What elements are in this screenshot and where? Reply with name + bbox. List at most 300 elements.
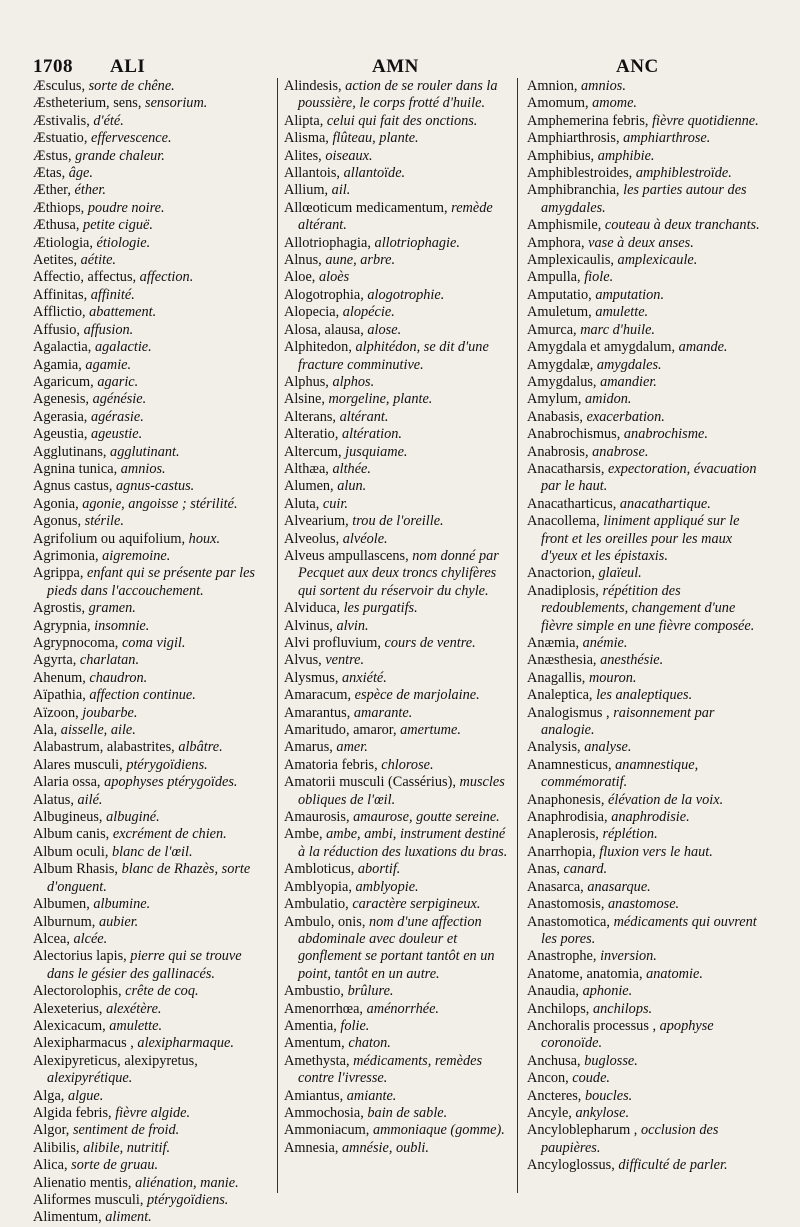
entry-headword: Alosa, alausa, bbox=[284, 321, 364, 338]
entry-definition: blanc de l'œil. bbox=[112, 843, 193, 860]
dictionary-entry bbox=[33, 496, 269, 513]
dictionary-entry bbox=[33, 374, 269, 391]
entry-definition: ail. bbox=[331, 182, 351, 199]
entry-headword: Amphibranchia, bbox=[527, 182, 620, 199]
entry-headword: Alteratio, bbox=[284, 426, 339, 443]
dictionary-entry bbox=[284, 1122, 508, 1139]
dictionary-entry bbox=[33, 1088, 269, 1105]
column-2 bbox=[284, 78, 508, 1157]
entry-definition: affusion. bbox=[83, 321, 134, 338]
dictionary-entry bbox=[284, 548, 508, 600]
entry-definition: aliénation, manie. bbox=[135, 1174, 239, 1191]
entry-definition: agglutinant. bbox=[110, 443, 180, 460]
dictionary-entry bbox=[527, 635, 767, 652]
entry-definition: alphitédon, se dit d'une fracture comminutive. bbox=[298, 339, 489, 373]
entry-headword: Altercum, bbox=[284, 443, 342, 460]
dictionary-entry bbox=[284, 739, 508, 756]
entry-headword: Album canis, bbox=[33, 826, 110, 843]
page-number: 1708 bbox=[33, 56, 73, 77]
entry-headword: Anchusa, bbox=[527, 1052, 581, 1069]
dictionary-entry bbox=[33, 1209, 269, 1226]
entry-definition: algue. bbox=[67, 1087, 104, 1104]
entry-definition: médicaments, remèdes contre l'ivresse. bbox=[298, 1052, 483, 1087]
entry-headword: Albugineus, bbox=[33, 809, 103, 826]
entry-definition: alvin. bbox=[336, 617, 369, 634]
entry-definition: remède altérant. bbox=[298, 199, 493, 234]
dictionary-entry bbox=[527, 391, 767, 408]
dictionary-entry bbox=[527, 304, 767, 321]
dictionary-entry bbox=[284, 426, 508, 443]
entry-definition: amplexicaule. bbox=[617, 252, 698, 269]
dictionary-entry bbox=[284, 861, 508, 878]
dictionary-entry bbox=[527, 1105, 767, 1122]
entry-headword: Amygdala et amygdalum, bbox=[527, 339, 676, 356]
entry-definition: gramen. bbox=[88, 600, 136, 617]
dictionary-entry bbox=[527, 235, 767, 252]
entry-definition: aloès bbox=[318, 269, 350, 286]
entry-headword: Affinitas, bbox=[33, 286, 88, 303]
dictionary-entry bbox=[527, 652, 767, 669]
dictionary-entry bbox=[284, 809, 508, 826]
entry-headword: Alabastrum, alabastrites, bbox=[33, 739, 175, 756]
entry-definition: anastomose. bbox=[608, 896, 680, 913]
dictionary-entry bbox=[33, 217, 269, 234]
entry-headword: Amaracum, bbox=[284, 687, 352, 704]
dictionary-entry bbox=[284, 200, 508, 235]
dictionary-entry bbox=[527, 844, 767, 861]
entry-definition: joubarbe. bbox=[82, 704, 138, 721]
entry-headword: Albumen, bbox=[33, 896, 90, 913]
dictionary-entry bbox=[284, 165, 508, 182]
entry-definition: amulette. bbox=[595, 304, 649, 321]
entry-headword: Alterans, bbox=[284, 408, 337, 425]
entry-headword: Ammoniacum, bbox=[284, 1122, 370, 1139]
dictionary-entry bbox=[33, 409, 269, 426]
entry-definition: aigremoine. bbox=[102, 547, 171, 564]
entry-headword: Aïzoon, bbox=[33, 704, 79, 721]
dictionary-entry bbox=[284, 252, 508, 269]
dictionary-entry bbox=[33, 357, 269, 374]
dictionary-entry bbox=[284, 896, 508, 913]
entry-headword: Alica, bbox=[33, 1157, 68, 1174]
entry-definition: trou de l'oreille. bbox=[352, 513, 444, 530]
entry-headword: Anchoralis processus , bbox=[527, 1017, 657, 1034]
entry-headword: Amphismile, bbox=[527, 217, 602, 234]
entry-headword: Alites, bbox=[284, 147, 322, 164]
entry-headword: Agonia, bbox=[33, 495, 79, 512]
entry-headword: Alsine, bbox=[284, 391, 325, 408]
dictionary-entry bbox=[33, 774, 269, 791]
entry-definition: grande chaleur. bbox=[75, 147, 165, 164]
dictionary-entry bbox=[284, 444, 508, 461]
entry-definition: amidon. bbox=[585, 391, 632, 408]
entry-headword: Anastrophe, bbox=[527, 948, 597, 965]
running-head-center: AMN bbox=[372, 56, 419, 77]
dictionary-entry bbox=[527, 374, 767, 391]
entry-definition: les parties autour des amygdales. bbox=[541, 182, 747, 216]
dictionary-entry bbox=[527, 287, 767, 304]
entry-definition: allantoïde. bbox=[343, 165, 406, 182]
entry-headword: Ancon, bbox=[527, 1070, 569, 1087]
dictionary-entry bbox=[284, 1088, 508, 1105]
entry-headword: Allium, bbox=[284, 182, 329, 199]
entry-definition: nom d'une affection abdominale avec douleur et gonflement se portant tantôt en un point, tantôt en un autre. bbox=[298, 913, 495, 982]
dictionary-entry bbox=[527, 583, 767, 635]
entry-headword: Allœoticum medicamentum, bbox=[284, 199, 448, 216]
dictionary-entry bbox=[33, 165, 269, 182]
entry-definition: amnios. bbox=[581, 78, 626, 94]
entry-headword: Amarantus, bbox=[284, 704, 351, 721]
entry-definition: aliment. bbox=[105, 1209, 152, 1226]
dictionary-entry bbox=[33, 739, 269, 756]
entry-headword: Alectorius lapis, bbox=[33, 948, 127, 965]
entry-definition: amulette. bbox=[109, 1017, 163, 1034]
entry-definition: alun. bbox=[337, 478, 367, 495]
dictionary-entry bbox=[33, 182, 269, 199]
entry-headword: Album oculi, bbox=[33, 843, 109, 860]
entry-definition: aune, arbre. bbox=[325, 252, 396, 269]
entry-headword: Anaphonesis, bbox=[527, 791, 605, 808]
entry-headword: Anacatharticus, bbox=[527, 495, 617, 512]
dictionary-entry bbox=[527, 269, 767, 286]
entry-headword: Anabasis, bbox=[527, 408, 583, 425]
entry-headword: Analogismus , bbox=[527, 704, 610, 721]
entry-definition: buglosse. bbox=[584, 1052, 638, 1069]
dictionary-entry bbox=[527, 879, 767, 896]
entry-headword: Æstus, bbox=[33, 147, 72, 164]
dictionary-entry bbox=[527, 409, 767, 426]
entry-headword: Aïpathia, bbox=[33, 687, 86, 704]
entry-headword: Althæa, bbox=[284, 460, 329, 477]
dictionary-entry bbox=[284, 374, 508, 391]
entry-definition: apophyses ptérygoïdes. bbox=[104, 774, 238, 791]
dictionary-entry bbox=[284, 1018, 508, 1035]
entry-definition: amphibie. bbox=[597, 147, 655, 164]
entry-headword: Amentum, bbox=[284, 1035, 345, 1052]
entry-definition: anaphrodisie. bbox=[611, 809, 690, 826]
entry-definition: affinité. bbox=[90, 286, 135, 303]
running-head-right: ANC bbox=[616, 56, 659, 77]
entry-headword: Analeptica, bbox=[527, 687, 593, 704]
entry-headword: Ammochosia, bbox=[284, 1104, 364, 1121]
dictionary-entry bbox=[33, 130, 269, 147]
dictionary-entry bbox=[527, 739, 767, 756]
entry-definition: agaric. bbox=[97, 373, 139, 390]
entry-headword: Alindesis, bbox=[284, 78, 342, 94]
entry-definition: amphiarthrose. bbox=[623, 130, 711, 147]
entry-headword: Anadiplosis, bbox=[527, 582, 599, 599]
dictionary-entry bbox=[33, 1175, 269, 1192]
dictionary-entry bbox=[33, 444, 269, 461]
entry-definition: abattement. bbox=[89, 304, 157, 321]
entry-definition: difficulté de parler. bbox=[618, 1157, 728, 1174]
entry-headword: Amputatio, bbox=[527, 286, 592, 303]
dictionary-entry bbox=[527, 78, 767, 95]
entry-headword: Anaphrodisia, bbox=[527, 809, 608, 826]
dictionary-entry bbox=[527, 113, 767, 130]
entry-definition: ptérygoïdiens. bbox=[126, 756, 208, 773]
dictionary-entry bbox=[527, 705, 767, 740]
entry-headword: Anastomotica, bbox=[527, 913, 610, 930]
dictionary-entry bbox=[284, 148, 508, 165]
entry-headword: Ambulatio, bbox=[284, 896, 349, 913]
entry-definition: anxiété. bbox=[342, 669, 387, 686]
entry-headword: Ampulla, bbox=[527, 269, 581, 286]
dictionary-entry bbox=[527, 1018, 767, 1053]
entry-headword: Aluta, bbox=[284, 495, 320, 512]
entry-definition: fluxion vers le haut. bbox=[599, 843, 713, 860]
entry-headword: Alimentum, bbox=[33, 1209, 102, 1226]
entry-definition: anasarque. bbox=[587, 878, 651, 895]
entry-headword: Alienatio mentis, bbox=[33, 1174, 132, 1191]
dictionary-entry bbox=[284, 722, 508, 739]
entry-definition: boucles. bbox=[584, 1087, 633, 1104]
entry-definition: anchilops. bbox=[592, 1000, 653, 1017]
entry-definition: amnésie, oubli. bbox=[341, 1139, 429, 1156]
column-3 bbox=[527, 78, 767, 1175]
entry-definition: glaïeul. bbox=[598, 565, 642, 582]
dictionary-entry bbox=[33, 948, 269, 983]
entry-definition: allotriophagie. bbox=[374, 234, 460, 251]
entry-definition: amaurose, goutte sereine. bbox=[353, 809, 500, 826]
entry-definition: sensorium. bbox=[145, 95, 208, 112]
dictionary-entry bbox=[527, 252, 767, 269]
entry-headword: Algida febris, bbox=[33, 1104, 112, 1121]
entry-definition: fiole. bbox=[584, 269, 614, 286]
entry-headword: Album Rhasis, bbox=[33, 861, 118, 878]
entry-definition: alexétère. bbox=[106, 1000, 162, 1017]
entry-definition: alibile, nutritif. bbox=[83, 1139, 171, 1156]
entry-headword: Æthusa, bbox=[33, 217, 80, 234]
entry-headword: Alumen, bbox=[284, 478, 334, 495]
entry-definition: d'été. bbox=[93, 112, 124, 129]
dictionary-entry bbox=[284, 1105, 508, 1122]
dictionary-entry bbox=[33, 304, 269, 321]
dictionary-entry bbox=[527, 809, 767, 826]
entry-headword: Amomum, bbox=[527, 95, 589, 112]
entry-headword: Æstuatio, bbox=[33, 130, 88, 147]
dictionary-entry bbox=[527, 182, 767, 217]
entry-definition: oiseaux. bbox=[325, 147, 373, 164]
entry-headword: Amuletum, bbox=[527, 304, 592, 321]
entry-definition: ailé. bbox=[77, 791, 103, 808]
entry-headword: Aetites, bbox=[33, 252, 78, 269]
entry-headword: Anæsthesia, bbox=[527, 652, 597, 669]
dictionary-entry bbox=[284, 339, 508, 374]
dictionary-entry bbox=[33, 826, 269, 843]
entry-headword: Ala, bbox=[33, 722, 58, 739]
entry-definition: nom donné par Pecquet aux deux troncs chylifères qui sortent du réservoir du chyle. bbox=[298, 547, 499, 599]
dictionary-entry bbox=[284, 705, 508, 722]
entry-definition: aménorrhée. bbox=[366, 1000, 439, 1017]
dictionary-entry bbox=[33, 95, 269, 112]
entry-headword: Æstheterium, sens, bbox=[33, 95, 142, 112]
dictionary-entry bbox=[33, 1001, 269, 1018]
entry-definition: agonie, angoisse ; stérilité. bbox=[82, 495, 238, 512]
entry-definition: amygdales. bbox=[596, 356, 662, 373]
dictionary-entry bbox=[284, 618, 508, 635]
entry-definition: morgeline, plante. bbox=[328, 391, 433, 408]
entry-definition: anesthésie. bbox=[600, 652, 664, 669]
entry-definition: amome. bbox=[592, 95, 638, 112]
dictionary-entry bbox=[527, 914, 767, 949]
entry-definition: altération. bbox=[341, 426, 402, 443]
entry-headword: Agrippa, bbox=[33, 565, 84, 582]
entry-definition: folie. bbox=[340, 1017, 370, 1034]
entry-definition: albuginé. bbox=[106, 809, 160, 826]
dictionary-entry bbox=[527, 896, 767, 913]
dictionary-entry bbox=[33, 1122, 269, 1139]
entry-headword: Agyrta, bbox=[33, 652, 77, 669]
dictionary-entry bbox=[33, 722, 269, 739]
entry-definition: aétite. bbox=[80, 252, 116, 269]
entry-headword: Æther, bbox=[33, 182, 71, 199]
entry-headword: Affectio, affectus, bbox=[33, 269, 137, 286]
dictionary-entry bbox=[33, 78, 269, 95]
entry-definition: anacathartique. bbox=[619, 495, 711, 512]
entry-headword: Anaudia, bbox=[527, 983, 580, 1000]
entry-definition: chlorose. bbox=[381, 756, 434, 773]
entry-definition: éther. bbox=[74, 182, 106, 199]
entry-headword: Æstivalis, bbox=[33, 112, 90, 129]
entry-definition: agnus-castus. bbox=[116, 478, 195, 495]
entry-headword: Anagallis, bbox=[527, 669, 586, 686]
entry-definition: chaudron. bbox=[89, 669, 148, 686]
entry-headword: Amphora, bbox=[527, 234, 585, 251]
entry-definition: albâtre. bbox=[178, 739, 223, 756]
entry-headword: Ancteres, bbox=[527, 1087, 582, 1104]
entry-headword: Amygdalæ, bbox=[527, 356, 594, 373]
dictionary-entry bbox=[284, 409, 508, 426]
entry-definition: raisonnement par analogie. bbox=[541, 704, 715, 739]
entry-definition: alphos. bbox=[332, 373, 375, 390]
entry-headword: Aloe, bbox=[284, 269, 316, 286]
entry-headword: Anabrochismus, bbox=[527, 426, 621, 443]
entry-definition: agamie. bbox=[85, 356, 132, 373]
dictionary-entry bbox=[527, 339, 767, 356]
dictionary-entry bbox=[33, 652, 269, 669]
entry-definition: sorte de gruau. bbox=[71, 1157, 159, 1174]
entry-definition: anatomie. bbox=[646, 965, 703, 982]
dictionary-entry bbox=[33, 635, 269, 652]
entry-definition: amiante. bbox=[346, 1087, 397, 1104]
dictionary-entry bbox=[284, 1140, 508, 1157]
entry-headword: Ancyle, bbox=[527, 1104, 572, 1121]
entry-definition: crête de coq. bbox=[125, 983, 199, 1000]
entry-headword: Ageustia, bbox=[33, 426, 88, 443]
entry-headword: Agonus, bbox=[33, 513, 82, 530]
entry-headword: Ætiologia, bbox=[33, 234, 93, 251]
dictionary-entry bbox=[33, 252, 269, 269]
entry-headword: Amnion, bbox=[527, 78, 578, 94]
entry-headword: Amatorii musculi (Cassérius), bbox=[284, 774, 456, 791]
entry-definition: ambe, ambi, instrument destiné à la réduction des luxations du bras. bbox=[298, 826, 508, 860]
entry-definition: brûlure. bbox=[347, 983, 394, 1000]
entry-headword: Amphibius, bbox=[527, 147, 595, 164]
entry-definition: anabrose. bbox=[592, 443, 649, 460]
entry-headword: Anæmia, bbox=[527, 635, 580, 651]
entry-headword: Amiantus, bbox=[284, 1087, 344, 1104]
entry-definition: fièvre quotidienne. bbox=[652, 112, 759, 129]
entry-definition: bain de sable. bbox=[367, 1104, 448, 1121]
entry-definition: inversion. bbox=[600, 948, 657, 965]
entry-headword: Amentia, bbox=[284, 1017, 337, 1034]
entry-definition: caractère serpigineux. bbox=[352, 896, 481, 913]
entry-headword: Amenorrhœa, bbox=[284, 1000, 364, 1017]
entry-definition: médicaments qui ouvrent les pores. bbox=[541, 913, 757, 947]
entry-headword: Alatus, bbox=[33, 791, 74, 808]
dictionary-entry bbox=[527, 461, 767, 496]
dictionary-entry bbox=[284, 531, 508, 548]
entry-headword: Alaria ossa, bbox=[33, 774, 101, 791]
entry-definition: houx. bbox=[188, 530, 221, 547]
entry-definition: enfant qui se présente par les pieds dans l'accouchement. bbox=[47, 565, 255, 599]
entry-headword: Alnus, bbox=[284, 252, 322, 269]
dictionary-entry bbox=[33, 1192, 269, 1209]
entry-definition: amphiblestroïde. bbox=[635, 165, 732, 182]
entry-headword: Amphiblestroides, bbox=[527, 165, 633, 182]
dictionary-entry bbox=[527, 357, 767, 374]
entry-headword: Anacatharsis, bbox=[527, 460, 605, 477]
entry-definition: ventre. bbox=[325, 652, 365, 669]
entry-definition: aubier. bbox=[98, 913, 139, 930]
dictionary-entry bbox=[33, 200, 269, 217]
dictionary-entry bbox=[527, 1122, 767, 1157]
dictionary-entry bbox=[284, 304, 508, 321]
entry-definition: stérile. bbox=[84, 513, 124, 530]
dictionary-entry bbox=[527, 1070, 767, 1087]
dictionary-entry bbox=[284, 914, 508, 984]
entry-headword: Amethysta, bbox=[284, 1052, 350, 1069]
entry-headword: Anaplerosis, bbox=[527, 826, 599, 843]
entry-headword: Alexipharmacus , bbox=[33, 1035, 134, 1052]
entry-definition: amputation. bbox=[595, 286, 665, 303]
entry-headword: Agamia, bbox=[33, 356, 82, 373]
dictionary-entry bbox=[33, 269, 269, 286]
dictionary-entry bbox=[284, 600, 508, 617]
entry-headword: Alexicacum, bbox=[33, 1017, 106, 1034]
entry-headword: Amnesia, bbox=[284, 1139, 339, 1156]
entry-definition: agalactie. bbox=[94, 339, 152, 356]
entry-headword: Alveolus, bbox=[284, 530, 340, 547]
entry-definition: liniment appliqué sur le front et les oreilles pour les maux d'yeux et les épistaxis. bbox=[541, 513, 740, 564]
dictionary-entry bbox=[527, 757, 767, 792]
entry-headword: Anchilops, bbox=[527, 1000, 590, 1017]
entry-definition: amertume. bbox=[400, 722, 461, 739]
entry-headword: Ancyloglossus, bbox=[527, 1157, 615, 1174]
dictionary-entry bbox=[33, 322, 269, 339]
entry-definition: élévation de la voix. bbox=[608, 791, 724, 808]
entry-headword: Ancyloblepharum , bbox=[527, 1122, 638, 1139]
dictionary-entry bbox=[33, 670, 269, 687]
entry-headword: Amphiarthrosis, bbox=[527, 130, 620, 147]
dictionary-entry bbox=[527, 861, 767, 878]
entry-headword: Alexeterius, bbox=[33, 1000, 103, 1017]
entry-definition: ammoniaque (gomme). bbox=[372, 1122, 505, 1139]
entry-definition: alopécie. bbox=[342, 304, 395, 321]
dictionary-entry bbox=[527, 1001, 767, 1018]
entry-definition: cuir. bbox=[322, 495, 348, 512]
dictionary-entry bbox=[284, 1035, 508, 1052]
dictionary-entry bbox=[284, 461, 508, 478]
dictionary-entry bbox=[33, 478, 269, 495]
entry-definition: altérant. bbox=[339, 408, 389, 425]
entry-definition: amnios. bbox=[120, 460, 166, 477]
entry-definition: insomnie. bbox=[94, 617, 150, 634]
entry-headword: Agerasia, bbox=[33, 408, 88, 425]
entry-headword: Alibilis, bbox=[33, 1139, 80, 1156]
dictionary-entry bbox=[33, 1053, 269, 1088]
